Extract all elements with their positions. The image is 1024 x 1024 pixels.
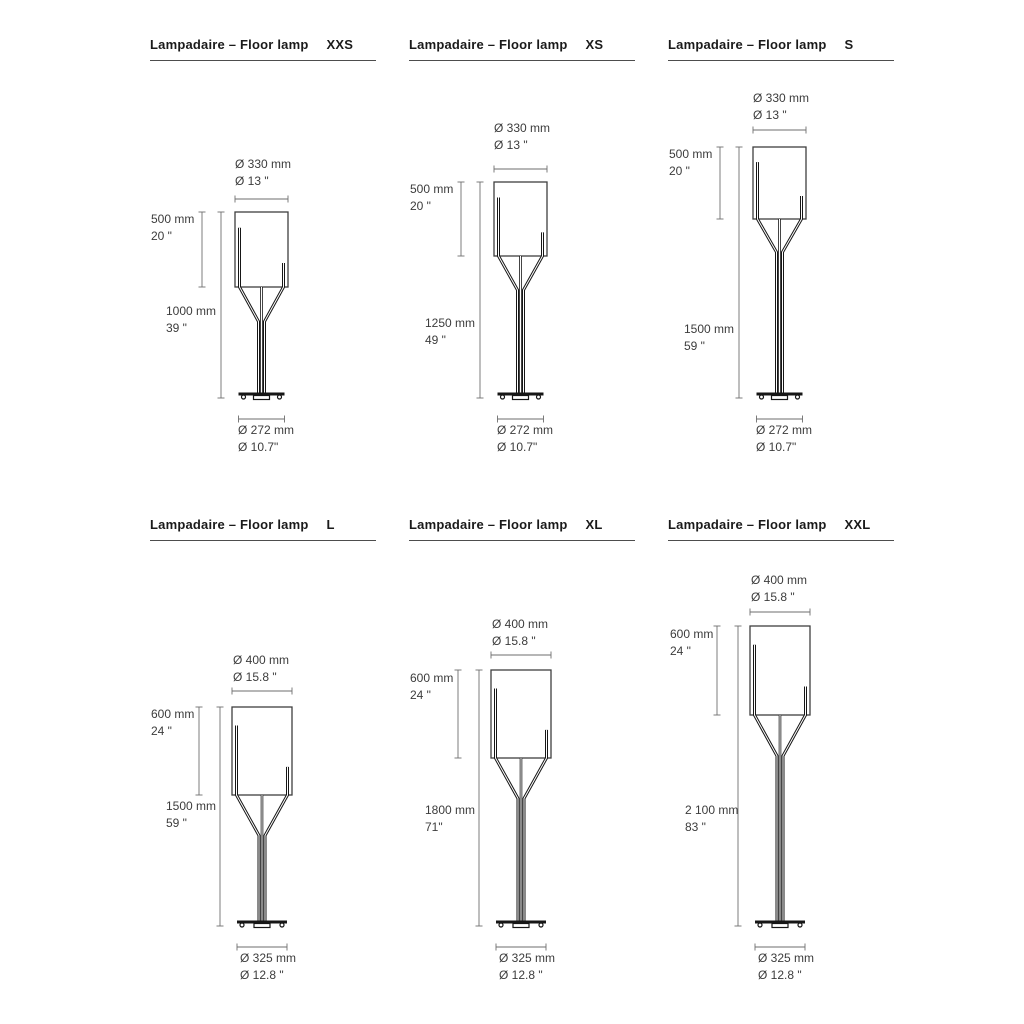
- dim-value-mm: 1500 mm: [684, 322, 735, 336]
- dim-value-in: 71": [425, 820, 443, 834]
- dim-value-mm: 1000 mm: [166, 304, 217, 318]
- dim-value-mm: 1800 mm: [425, 803, 476, 817]
- panel-title: Lampadaire – Floor lamp: [150, 37, 309, 52]
- panel-title: Lampadaire – Floor lamp: [668, 517, 827, 532]
- panel-size-tag: XXL: [844, 517, 871, 532]
- dim-value-in: Ø 13 ": [235, 174, 269, 188]
- base-diameter-label: [758, 950, 814, 984]
- dim-value-in: Ø 10.7": [497, 440, 538, 454]
- dim-value-mm: Ø 330 mm: [753, 91, 810, 105]
- dim-value-in: 59 ": [684, 339, 705, 353]
- dim-value-in: 59 ": [166, 816, 187, 830]
- dim-value-mm: Ø 325 mm: [758, 951, 815, 965]
- dim-value-in: Ø 10.7": [756, 440, 797, 454]
- total-height-label: [425, 315, 475, 349]
- dim-value-in: Ø 15.8 ": [233, 670, 277, 684]
- dim-value-in: 20 ": [151, 229, 172, 243]
- panel-header-xxs: [150, 37, 376, 61]
- panel-header-xl: [409, 517, 635, 541]
- shade-diameter-label: [235, 156, 291, 190]
- dim-value-in: 24 ": [410, 688, 431, 702]
- base-diameter-label: [499, 950, 555, 984]
- shade-height-label: [670, 626, 713, 660]
- dim-value-in: Ø 13 ": [494, 138, 528, 152]
- shade-height-label: [410, 181, 453, 215]
- shade-diameter-label: [751, 572, 807, 606]
- shade-height-label: [669, 146, 712, 180]
- dim-value-mm: Ø 400 mm: [751, 573, 808, 587]
- shade-height-label: [151, 211, 194, 245]
- total-height-label: [166, 303, 216, 337]
- panel-title: Lampadaire – Floor lamp: [668, 37, 827, 52]
- dim-value-in: 20 ": [410, 199, 431, 213]
- total-height-label: [166, 798, 216, 832]
- base-diameter-label: [756, 422, 812, 456]
- dim-value-in: Ø 12.8 ": [240, 968, 284, 982]
- dim-value-mm: 1250 mm: [425, 316, 476, 330]
- panel-title: Lampadaire – Floor lamp: [409, 517, 568, 532]
- dim-value-mm: Ø 325 mm: [240, 951, 297, 965]
- shade-diameter-label: [753, 90, 809, 124]
- base-diameter-label: [238, 422, 294, 456]
- dim-value-mm: Ø 272 mm: [497, 423, 554, 437]
- dim-value-in: Ø 15.8 ": [751, 590, 795, 604]
- dim-value-mm: 500 mm: [410, 182, 454, 196]
- total-height-label: [425, 802, 475, 836]
- dim-value-mm: Ø 272 mm: [238, 423, 295, 437]
- dim-value-mm: Ø 330 mm: [235, 157, 292, 171]
- panel-size-tag: XS: [585, 37, 604, 52]
- shade-diameter-label: [233, 652, 289, 686]
- dim-value-mm: 600 mm: [670, 627, 714, 641]
- dim-value-in: Ø 12.8 ": [499, 968, 543, 982]
- base-diameter-label: [240, 950, 296, 984]
- dim-value-mm: 600 mm: [410, 671, 454, 685]
- panel-header-xxl: [668, 517, 894, 541]
- panel-size-tag: S: [844, 37, 854, 52]
- total-height-label: [684, 321, 734, 355]
- dim-value-mm: Ø 330 mm: [494, 121, 551, 135]
- shade-height-label: [151, 706, 194, 740]
- dim-value-in: 20 ": [669, 164, 690, 178]
- shade-height-label: [410, 670, 453, 704]
- dim-value-mm: Ø 325 mm: [499, 951, 556, 965]
- dim-value-in: 39 ": [166, 321, 187, 335]
- dim-value-mm: Ø 272 mm: [756, 423, 813, 437]
- dim-value-mm: 500 mm: [669, 147, 713, 161]
- shade-diameter-label: [494, 120, 550, 154]
- panel-size-tag: XXS: [326, 37, 354, 52]
- dim-value-in: 24 ": [670, 644, 691, 658]
- panel-header-s: [668, 37, 894, 61]
- shade-diameter-label: [492, 616, 548, 650]
- dim-value-mm: 500 mm: [151, 212, 195, 226]
- panel-title: Lampadaire – Floor lamp: [150, 517, 309, 532]
- dim-value-in: 24 ": [151, 724, 172, 738]
- total-height-label: [685, 802, 738, 836]
- dim-value-mm: 1500 mm: [166, 799, 217, 813]
- base-diameter-label: [497, 422, 553, 456]
- panel-header-xs: [409, 37, 635, 61]
- dim-value-in: Ø 12.8 ": [758, 968, 802, 982]
- dim-value-in: Ø 15.8 ": [492, 634, 536, 648]
- dim-value-mm: Ø 400 mm: [233, 653, 290, 667]
- panel-header-l: [150, 517, 376, 541]
- panel-size-tag: XL: [585, 517, 603, 532]
- panel-size-tag: L: [326, 517, 335, 532]
- dim-value-in: 83 ": [685, 820, 706, 834]
- dim-value-mm: Ø 400 mm: [492, 617, 549, 631]
- panel-title: Lampadaire – Floor lamp: [409, 37, 568, 52]
- dim-value-in: 49 ": [425, 333, 446, 347]
- dim-value-mm: 600 mm: [151, 707, 195, 721]
- dim-value-in: Ø 10.7": [238, 440, 279, 454]
- dim-value-mm: 2 100 mm: [685, 803, 739, 817]
- dim-value-in: Ø 13 ": [753, 108, 787, 122]
